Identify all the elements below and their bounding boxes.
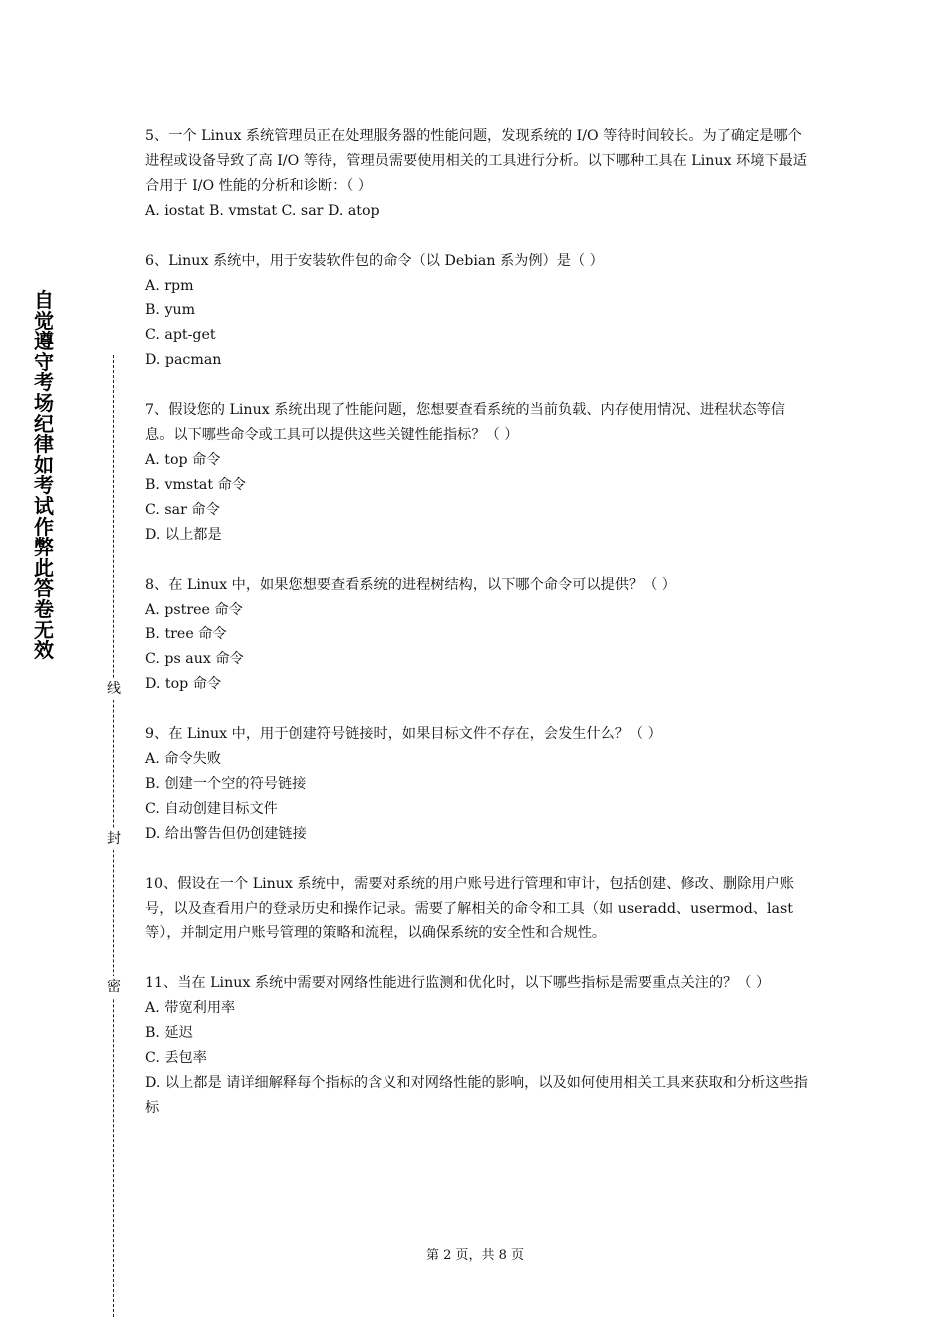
question-7 <box>145 398 810 547</box>
question-option: C. sar 命令 <box>145 501 220 518</box>
warning-char: 如 <box>34 452 54 477</box>
question-option: B. yum <box>145 302 196 319</box>
warning-char: 卷 <box>34 596 54 621</box>
cut-label-seal: 封 <box>104 828 124 850</box>
question-option: B. tree 命令 <box>145 626 227 643</box>
question-option: A. pstree 命令 <box>145 601 243 618</box>
warning-char: 遵 <box>34 329 54 354</box>
cut-label-secret: 密 <box>104 976 124 998</box>
warning-char: 守 <box>34 349 54 374</box>
question-option: A. top 命令 <box>145 451 221 468</box>
question-stem: 6、Linux 系统中，用于安装软件包的命令（以 Debian 系为例）是（ ） <box>145 252 604 269</box>
warning-char: 场 <box>34 390 54 415</box>
question-stem: 9、在 Linux 中，用于创建符号链接时，如果目标文件不存在，会发生什么？（ ） <box>145 726 662 743</box>
question-option: B. vmstat 命令 <box>145 476 246 493</box>
question-option: B. 延迟 <box>145 1025 193 1042</box>
warning-char: 作 <box>34 514 54 539</box>
question-option: B. 创建一个空的符号链接 <box>145 775 307 792</box>
warning-char: 效 <box>34 638 54 663</box>
question-option: A. iostat B. vmstat C. sar D. atop <box>145 202 380 219</box>
warning-char: 此 <box>34 555 54 580</box>
question-option: C. apt-get <box>145 327 216 344</box>
question-option: A. 命令失败 <box>145 751 222 768</box>
warning-char: 弊 <box>34 535 54 560</box>
question-6 <box>145 249 810 374</box>
question-option: C. 自动创建目标文件 <box>145 800 278 817</box>
question-option: D. 给出警告但仍创建链接 <box>145 825 307 842</box>
warning-char: 考 <box>34 370 54 395</box>
question-option: D. 以上都是 <box>145 526 222 543</box>
question-stem: 8、在 Linux 中，如果您想要查看系统的进程树结构，以下哪个命令可以提供？（ ） <box>145 576 676 593</box>
warning-char: 纪 <box>34 411 54 436</box>
exam-rules-warning <box>26 290 62 661</box>
question-option: C. ps aux 命令 <box>145 651 244 668</box>
question-5 <box>145 124 810 224</box>
warning-char: 觉 <box>34 308 54 333</box>
warning-char: 考 <box>34 473 54 498</box>
question-stem: 11、当在 Linux 系统中需要对网络性能进行监测和优化时，以下哪些指标是需要重点关注的？（ ） <box>145 975 771 992</box>
question-11 <box>145 971 810 1120</box>
question-option: D. pacman <box>145 352 222 369</box>
question-list <box>145 124 810 1121</box>
question-stem: 7、假设您的 Linux 系统出现了性能问题，您想要查看系统的当前负载、内存使用情况、进程状态等信息。以下哪些命令或工具可以提供这些关键性能指标？（ ） <box>145 402 785 444</box>
warning-char: 答 <box>34 576 54 601</box>
question-stem: 10、假设在一个 Linux 系统中，需要对系统的用户账号进行管理和审计，包括创建、修改、删除用户账号，以及查看用户的登录历史和操作记录。需要了解相关的命令和工具（如 useradd、usermod、last 等），并制定用户账号管理的策略和流程，以确保系统的安全性和合规性。 <box>145 875 798 942</box>
warning-char: 律 <box>34 432 54 457</box>
warning-char: 自 <box>34 288 54 312</box>
question-option: D. 以上都是 请详细解释每个指标的含义和对网络性能的影响，以及如何使用相关工具来获取和分析这些指标 <box>145 1075 808 1116</box>
warning-char: 无 <box>34 617 54 642</box>
warning-char: 试 <box>34 493 54 518</box>
question-8 <box>145 573 810 698</box>
question-option: A. rpm <box>145 277 194 294</box>
question-stem: 5、一个 Linux 系统管理员正在处理服务器的性能问题，发现系统的 I/O 等待时间较长。为了确定是哪个进程或设备导致了高 I/O 等待，管理员需要使用相关的工具进行分析。以下哪种工具在 Linux 环境下最适合用于 I/O 性能的分析和诊断：（ ） <box>145 128 807 194</box>
cut-label-line: 线 <box>104 678 124 700</box>
question-9 <box>145 722 810 847</box>
question-option: A. 带宽利用率 <box>145 1000 236 1017</box>
question-option: C. 丢包率 <box>145 1050 207 1067</box>
question-option: D. top 命令 <box>145 676 222 693</box>
page-number-footer: 第 2 页，共 8 页 <box>425 1248 525 1263</box>
question-10 <box>145 872 810 947</box>
